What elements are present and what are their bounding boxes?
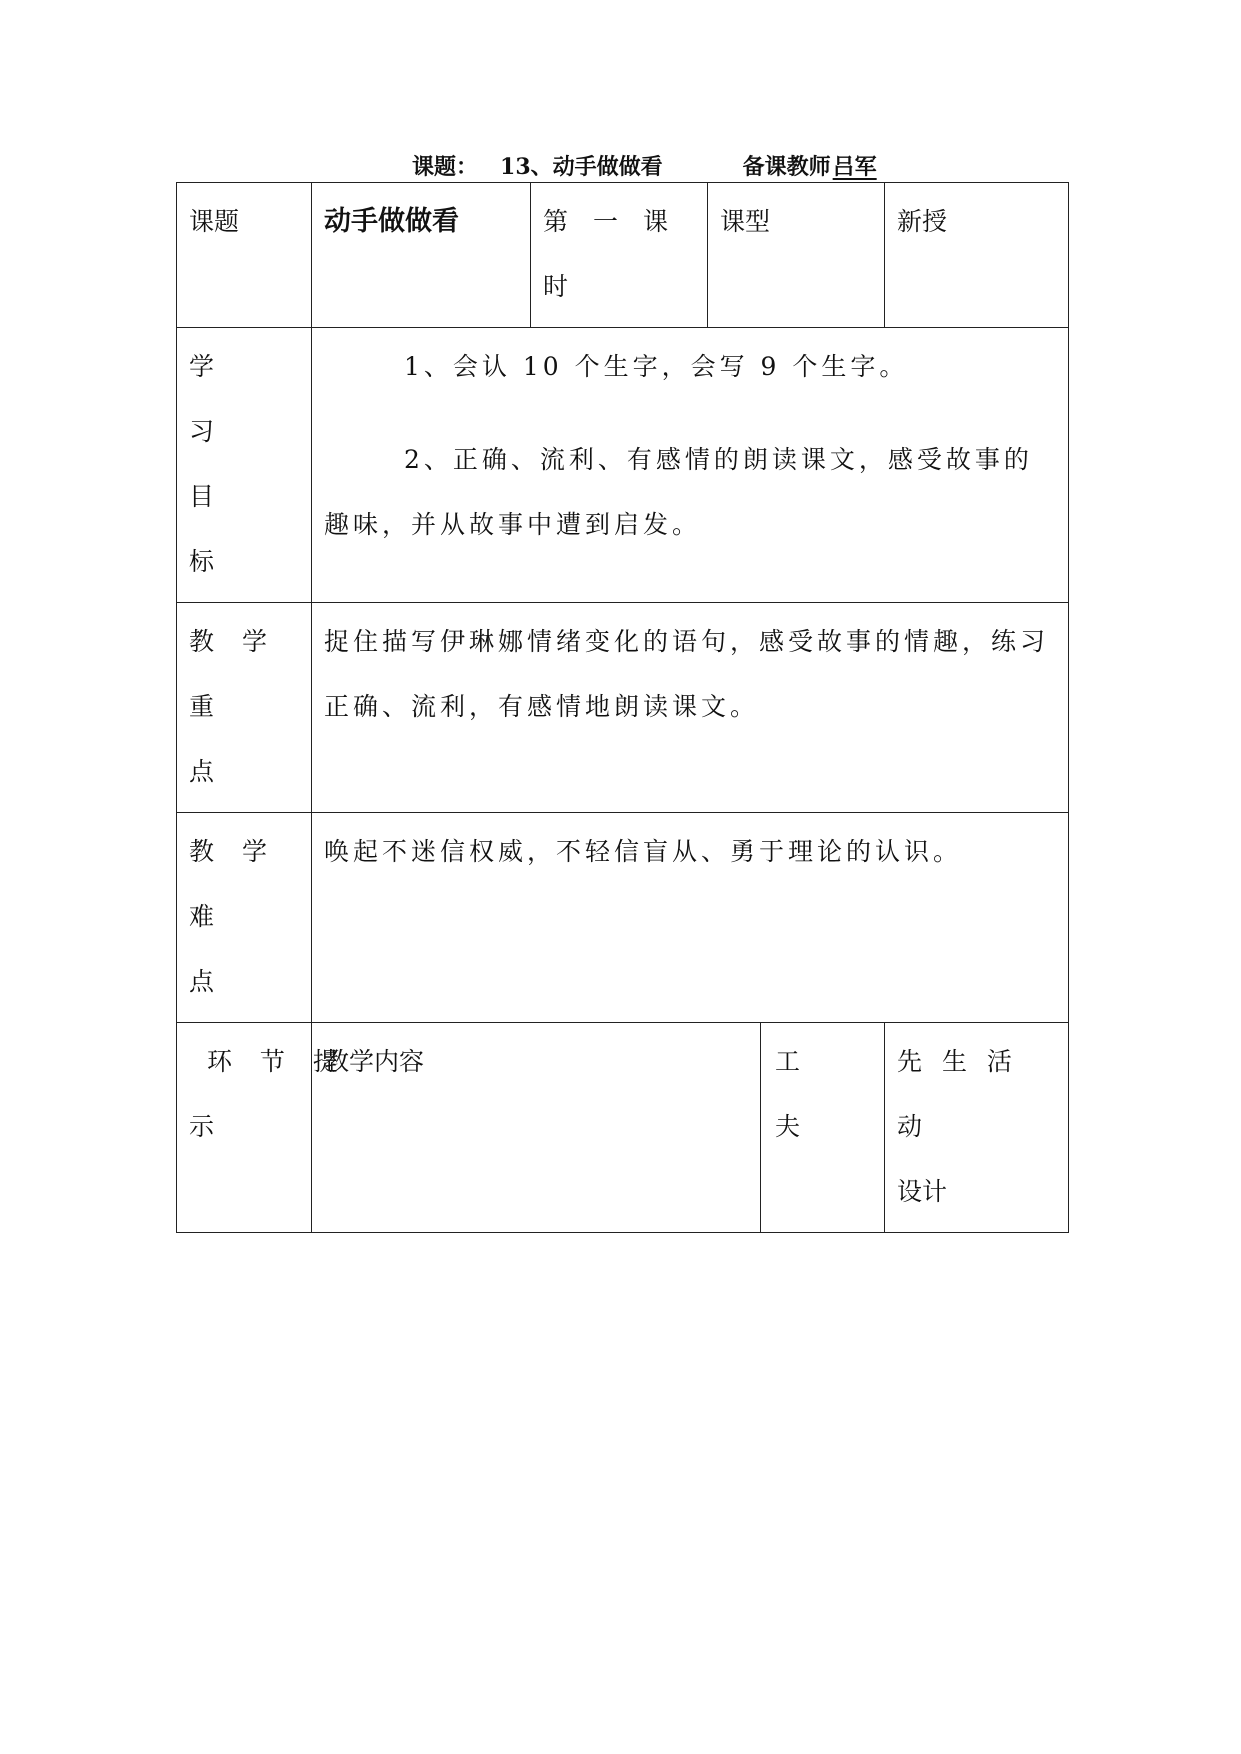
topic-row xyxy=(177,183,1069,328)
lesson-type-value-cell xyxy=(885,183,1069,328)
time-label-line-1: 工 xyxy=(775,1047,801,1076)
teacher-name: 吕军 xyxy=(832,154,877,180)
difficult-points-content-cell xyxy=(312,813,1069,1023)
period-line-2: 时 xyxy=(543,272,569,301)
difficult-points-label-line-2: 点 xyxy=(189,967,215,996)
goal-item-2: 2、正确、流利、有感情的朗读课文，感受故事的趣味，并从故事中遭到启发。 xyxy=(324,445,1033,539)
difficult-points-content: 唤起不迷信权威，不轻信盲从、勇于理论的认识。 xyxy=(324,837,963,866)
goal-item-1: 1、会认 10 个生字，会写 9 个生字。 xyxy=(404,352,909,381)
topic-value: 13、动手做做看 xyxy=(500,154,663,180)
time-cell xyxy=(761,1023,885,1233)
page-heading xyxy=(412,150,891,181)
lesson-plan-table xyxy=(176,182,1069,1233)
key-points-row xyxy=(177,603,1069,813)
key-points-label-line-1: 教 学 重 xyxy=(189,627,277,721)
key-points-label-cell xyxy=(177,603,312,813)
student-activity-cell xyxy=(885,1023,1069,1233)
teaching-content-cell xyxy=(312,1023,761,1233)
goals-content-cell xyxy=(312,328,1069,603)
goals-label-char-4: 标 xyxy=(189,547,215,576)
key-points-content: 捉住描写伊琳娜情绪变化的语句，感受故事的情趣，练习正确、流利，有感情地朗读课文。 xyxy=(324,627,1050,721)
step-hint-line-1: 环 节 提 xyxy=(189,1047,348,1076)
step-hint-line-2: 示 xyxy=(189,1112,215,1141)
goals-label-char-3: 目 xyxy=(189,482,215,511)
procedure-header-row xyxy=(177,1023,1069,1233)
period-line-1: 第 一 课 xyxy=(543,207,669,236)
goals-label-cell xyxy=(177,328,312,603)
topic-value-cell xyxy=(312,183,531,328)
teacher-label: 备课教师 xyxy=(742,154,831,180)
goals-row xyxy=(177,328,1069,603)
topic-value: 动手做做看 xyxy=(324,206,459,237)
difficult-points-row xyxy=(177,813,1069,1023)
difficult-points-label-line-1: 教 学 难 xyxy=(189,837,277,931)
student-activity-line-1: 先 生 活 动 xyxy=(897,1047,1018,1141)
goals-label-char-1: 学 xyxy=(189,352,215,381)
time-label-line-2: 夫 xyxy=(775,1112,801,1141)
difficult-points-label-cell xyxy=(177,813,312,1023)
topic-label: 课题 xyxy=(189,207,240,236)
student-activity-line-2: 设计 xyxy=(897,1177,948,1206)
lesson-type-value: 新授 xyxy=(897,207,948,236)
lesson-type-label-cell xyxy=(708,183,885,328)
key-points-content-cell xyxy=(312,603,1069,813)
step-hint-cell xyxy=(177,1023,348,1233)
topic-label: 课题： xyxy=(412,154,479,180)
key-points-label-line-2: 点 xyxy=(189,757,215,786)
period-cell xyxy=(531,183,708,328)
lesson-type-label: 课型 xyxy=(720,207,771,236)
goals-label-char-2: 习 xyxy=(189,417,215,446)
topic-label-cell xyxy=(177,183,312,328)
teaching-content-label: 教学内容 xyxy=(324,1047,425,1076)
